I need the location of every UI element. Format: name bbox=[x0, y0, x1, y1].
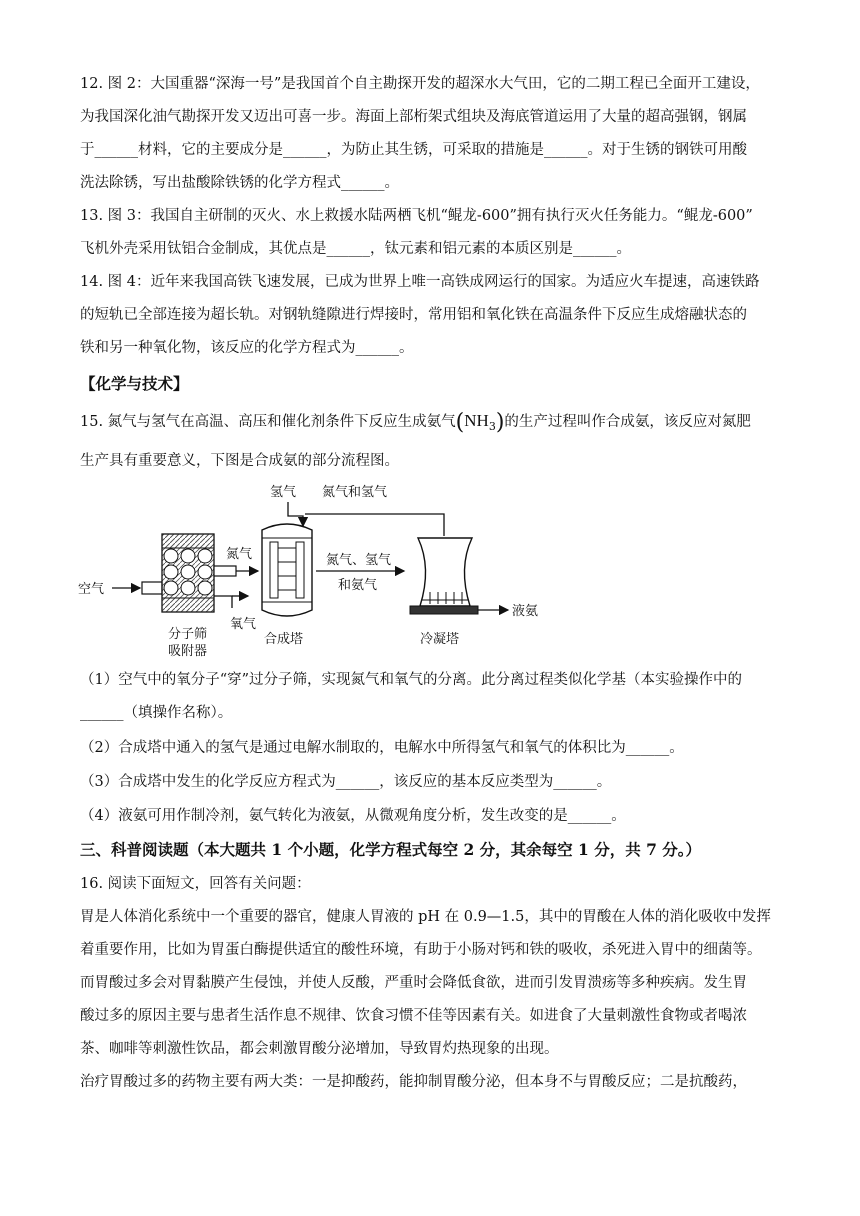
label-condenser: 冷凝塔 bbox=[420, 632, 460, 647]
q12-line-1: 12. 图 2：大国重器“深海一号”是我国首个自主勘探开发的超深水大气田，它的二期工程已全面开工建设， bbox=[80, 76, 760, 92]
q15-line-2: 生产具有重要意义，下图是合成氨的部分流程图。 bbox=[80, 453, 399, 469]
q16-para-3: 而胃酸过多会对胃黏膜产生侵蚀，并使人反酸，严重时会降低食欲，进而引发胃溃疡等多种疾病。发生胃 bbox=[80, 975, 747, 991]
label-n2-h2: 氮气和氢气 bbox=[322, 485, 388, 500]
q16-para-5: 茶、咖啡等刺激性饮品，都会刺激胃酸分泌增加，导致胃灼热现象的出现。 bbox=[80, 1041, 559, 1057]
q15-sub-3: （3）合成塔中发生的化学反应方程式为______，该反应的基本反应类型为______。 bbox=[80, 774, 612, 790]
label-nitrogen: 氮气 bbox=[226, 547, 253, 562]
q16-para-4: 酸过多的原因主要与患者生活作息不规律、饮食习惯不佳等因素有关。如进食了大量刺激性食物或者喝浓 bbox=[80, 1008, 747, 1024]
label-sieve-2: 吸附器 bbox=[168, 644, 208, 659]
air-pipe bbox=[142, 582, 162, 594]
label-air: 空气 bbox=[78, 582, 105, 597]
q14-line-3: 铁和另一种氧化物，该反应的化学方程式为______。 bbox=[80, 340, 414, 356]
molecular-sieve-adsorber bbox=[162, 534, 214, 612]
q12-line-3: 于______材料，它的主要成分是______，为防止其生锈，可采取的措施是______。对于生锈的钢铁可用酸 bbox=[80, 142, 747, 158]
synthesis-tower bbox=[262, 524, 312, 616]
q14-line-1: 14. 图 4：近年来我国高铁飞速发展，已成为世界上唯一高铁成网运行的国家。为适应火车提速，高速铁路 bbox=[80, 274, 760, 290]
q13-line-2: 飞机外壳采用钛铝合金制成，其优点是______，钛元素和铝元素的本质区别是______。 bbox=[80, 241, 631, 257]
q16-para-2: 着重要作用，比如为胃蛋白酶提供适宜的酸性环境，有助于小肠对钙和铁的吸收，杀死进入胃中的细菌等。 bbox=[80, 942, 762, 958]
paren-close: ) bbox=[495, 411, 505, 435]
label-mix-2: 和氨气 bbox=[338, 578, 378, 593]
label-mix-1: 氮气、氢气 bbox=[326, 553, 392, 568]
section-heading-tech: 【化学与技术】 bbox=[80, 374, 189, 393]
label-hydrogen: 氢气 bbox=[270, 485, 297, 500]
nitrogen-pipe bbox=[214, 566, 236, 576]
q12-line-4: 洗法除锈，写出盐酸除铁锈的化学方程式______。 bbox=[80, 175, 399, 191]
q15-line-1-end: 的生产过程叫作合成氨，该反应对氮肥 bbox=[504, 414, 751, 430]
q15-sub-4: （4）液氨可用作制冷剂，氨气转化为液氨，从微观角度分析，发生改变的是______。 bbox=[80, 808, 626, 824]
label-tower: 合成塔 bbox=[264, 632, 304, 647]
label-liquid-ammonia: 液氨 bbox=[512, 604, 539, 619]
q16-para-6: 治疗胃酸过多的药物主要有两大类：一是抑酸药，能抑制胃酸分泌，但本身不与胃酸反应；二是抗酸药， bbox=[80, 1074, 747, 1090]
paren-open: ( bbox=[455, 411, 465, 435]
q13-line-1: 13. 图 3：我国自主研制的灭火、水上救援水陆两栖飞机“鲲龙-600”拥有执行灭火任务能力。“鲲龙-600” bbox=[80, 208, 753, 224]
q12-line-2: 为我国深化油气勘探开发又迈出可喜一步。海面上部桁架式组块及海底管道运用了大量的超高强钢，钢属 bbox=[80, 109, 747, 125]
q15-sub-2: （2）合成塔中通入的氢气是通过电解水制取的，电解水中所得氢气和氧气的体积比为______。 bbox=[80, 740, 684, 756]
oxygen-pipe bbox=[214, 596, 232, 608]
ammonia-flow-diagram bbox=[60, 478, 620, 663]
q16-line-1: 16. 阅读下面短文，回答有关问题： bbox=[80, 876, 311, 892]
label-oxygen: 氧气 bbox=[230, 617, 257, 632]
nh3-subscript: 3 bbox=[488, 419, 496, 433]
q14-line-2: 的短轨已全部连接为超长轨。对钢轨缝隙进行焊接时，常用铝和氧化铁在高温条件下反应生成熔融状态的 bbox=[80, 307, 747, 323]
q16-para-1: 胃是人体消化系统中一个重要的器官，健康人胃液的 pH 在 0.9—1.5，其中的胃酸在人体的消化吸收中发挥 bbox=[80, 909, 771, 925]
condenser-tower bbox=[410, 538, 478, 614]
label-sieve-1: 分子筛 bbox=[168, 627, 208, 642]
section-heading-3: 三、科普阅读题（本大题共 1 个小题，化学方程式每空 2 分，其余每空 1 分，共 7 分。） bbox=[80, 840, 702, 859]
q15-line-1-start: 15. 氮气与氢气在高温、高压和催化剂条件下反应生成氨气 bbox=[80, 414, 456, 430]
q15-line-1 bbox=[80, 411, 780, 437]
nh3-formula: NH bbox=[464, 411, 489, 430]
recycle-line bbox=[305, 514, 444, 536]
q15-sub-1b: ______（填操作名称）。 bbox=[80, 705, 233, 721]
q15-sub-1a: （1）空气中的氧分子“穿”过分子筛，实现氮气和氧气的分离。此分离过程类似化学基（本实验操作中的 bbox=[80, 672, 743, 688]
hydrogen-inlet-arrow bbox=[288, 502, 303, 526]
